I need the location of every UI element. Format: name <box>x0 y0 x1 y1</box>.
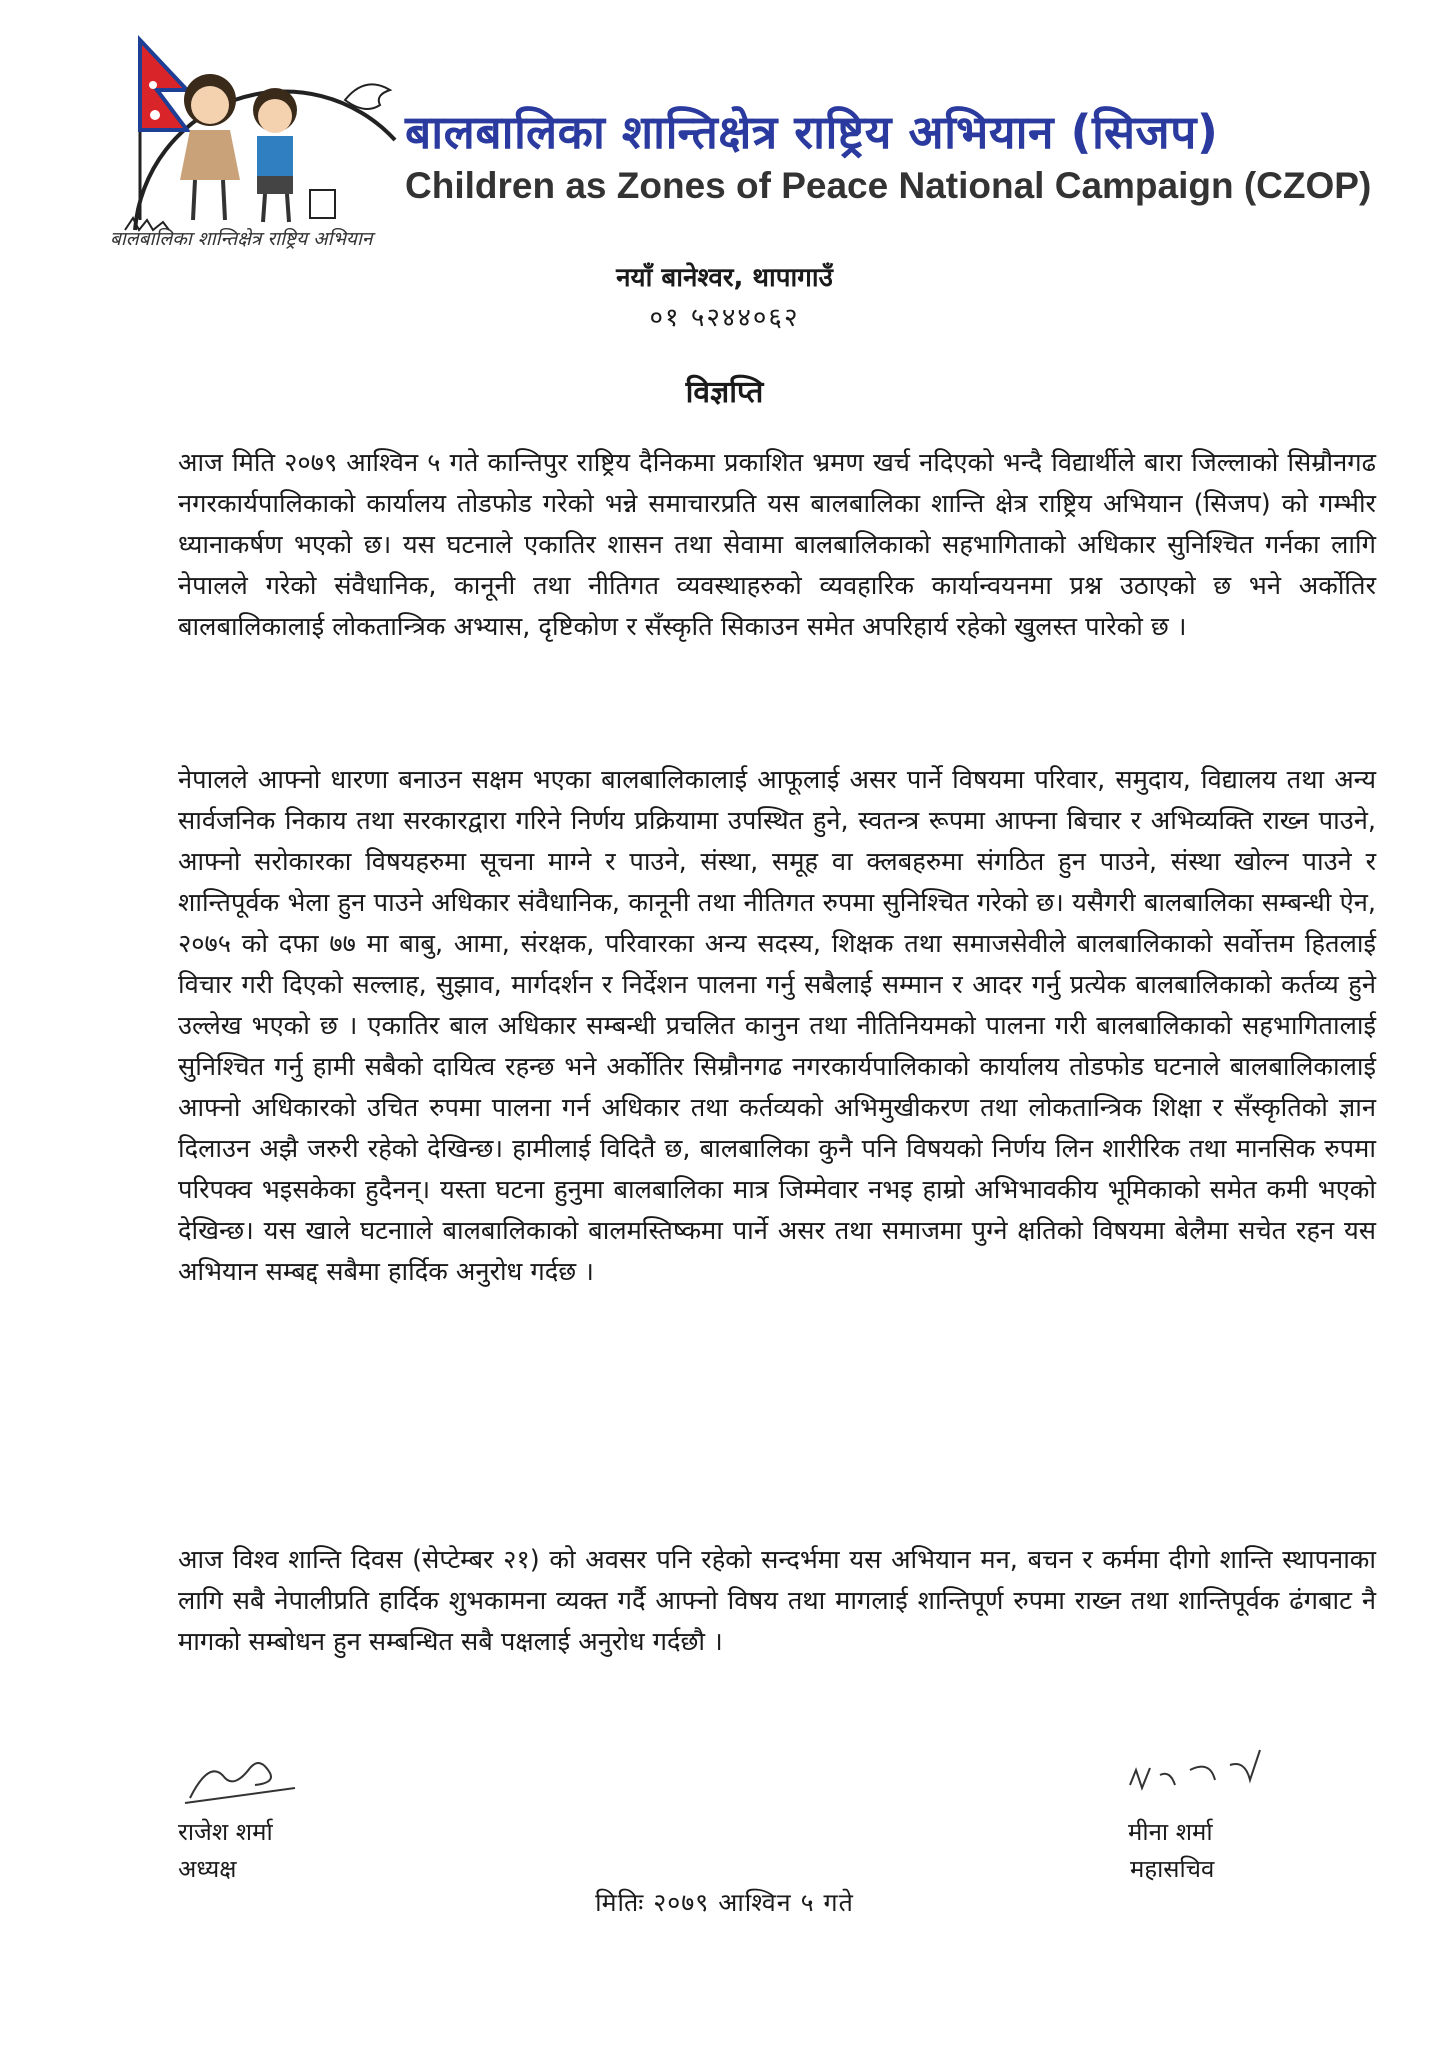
phone-number: ०१ ५२४४०६२ <box>649 303 800 333</box>
paragraph-2: नेपालले आफ्नो धारणा बनाउन सक्षम भएका बालबालिकालाई आफूलाई असर पार्ने विषयमा परिवार, समुदाय, विद्यालय तथा अन्य सार्वजनिक निकाय तथा सरकारद्वारा गरिने निर्णय प्रक्रियामा उपस्थित हुने, स्वतन्त्र रूपमा आफ्ना बिचार र अभिव्यक्ति राख्न पाउने, आफ्नो सरोकारका विषयहरुमा सूचना माग्ने र पाउने, संस्था, समूह वा क्लबहरुमा संगठित हुन पाउने, संस्था खोल्न पाउने र शान्तिपूर्वक भेला हुन पाउने अधिकार संवैधानिक, कानूनी तथा नीतिगत रुपमा सुनिश्चित गरेको छ। यसैगरी बालबालिका सम्बन्धी ऐन, २०७५ को दफा ७७ मा बाबु, आमा, संरक्षक, परिवारका अन्य सदस्य, शिक्षक तथा समाजसेवीले बालबालिकाको सर्वोत्तम हितलाई विचार गरी दिएको सल्लाह, सुझाव, मार्गदर्शन र निर्देशन पालना गर्नु सबैलाई सम्मान र आदर गर्नु प्रत्येक बालबालिकाको कर्तव्य हुने उल्लेख भएको छ । एकातिर बाल अधिकार सम्बन्धी प्रचलित कानुन तथा नीतिनियमको पालना गरी बालबालिकाको सहभागितालाई सुनिश्चित गर्नु हामी सबैको दायित्व रहन्छ भने अर्कोतिर सिम्रौनगढ नगरकार्यपालिकाको कार्यालय तोडफोड घटनाले बालबालिकालाई आफ्नो अधिकारको उचित रुपमा पालना गर्न अधिकार तथा कर्तव्यको अभिमुखीकरण तथा लोकतान्त्रिक शिक्षा र सँस्कृतिको ज्ञान दिलाउन अझै जरुरी रहेको देखिन्छ। हामीलाई विदितै छ, बालबालिका कुनै पनि विषयको निर्णय लिन शारीरिक तथा मानसिक रुपमा परिपक्व भइसकेका हुदैनन्। यस्ता घटना हुनुमा बालबालिका मात्र जिम्मेवार नभइ हाम्रो अभिभावकीय भूमिकाको समेत कमी भएको देखिन्छ। यस खाले घटनााले बालबालिकाको बालमस्तिष्कमा पार्ने असर तथा समाजमा पुग्ने क्षतिको विषयमा बेलैमा सचेत रहन यस अभियान सम्बद्द सबैमा हार्दिक अनुरोध गर्दछ । <box>178 765 1376 1287</box>
paragraph-3: आज विश्व शान्ति दिवस (सेप्टेम्बर २१) को अवसर पनि रहेको सन्दर्भमा यस अभियान मन, बचन र कर्ममा दीगो शान्ति स्थापनाका लागि सबै नेपालीप्रति हार्दिक शुभकामना व्यक्त गर्दै आफ्नो विषय तथा मागलाई शान्तिपूर्ण रुपमा राख्न तथा शान्तिपूर्वक ढंगबाट नै मागको सम्बोधन हुन सम्बन्धित सबै पक्षलाई अनुरोध गर्दछौ । <box>178 1545 1376 1657</box>
paragraph-1: आज मिति २०७९ आश्विन ५ गते कान्तिपुर राष्ट्रिय दैनिकमा प्रकाशित भ्रमण खर्च नदिएको भन्दै विद्यार्थीले बारा जिल्लाको सिम्रौनगढ नगरकार्यपालिकाको कार्यालय तोडफोड गरेको भन्ने समाचारप्रति यस बालबालिका शान्ति क्षेत्र राष्ट्रिय अभियान (सिजप) को गम्भीर ध्यानाकर्षण भएको छ। यस घटनाले एकातिर शासन तथा सेवामा बालबालिकाको सहभागिताको अधिकार सुनिश्चित गर्नका लागि नेपालले गरेको संवैधानिक, कानूनी तथा नीतिगत व्यवस्थाहरुको व्यवहारिक कार्यान्वयनमा प्रश्न उठाएको छ भने अर्कोतिर बालबालिकालाई लोकतान्त्रिक अभ्यास, दृष्टिकोण र सँस्कृति सिकाउन समेत अपरिहार्य रहेको खुलस्त पारेको छ । <box>178 448 1376 642</box>
right-signature-icon <box>1120 1745 1290 1805</box>
left-signature-icon <box>180 1748 300 1808</box>
notice-date: मितिः २०७९ आश्विन ५ गते <box>595 1888 854 1917</box>
logo-caption: बालबालिका शान्तिक्षेत्र राष्ट्रिय अभियान <box>110 228 373 250</box>
right-signatory-name: मीना शर्मा <box>1128 1818 1213 1846</box>
notice-heading: विज्ञप्ति <box>685 375 764 410</box>
left-signatory-title: अध्यक्ष <box>178 1855 237 1883</box>
right-signatory-title: महासचिव <box>1130 1855 1215 1883</box>
organization-name-nepali: बालबालिका शान्तिक्षेत्र राष्ट्रिय अभियान (सिजप) <box>405 105 1219 159</box>
address: नयाँ बानेश्वर, थापागाउँ <box>616 263 833 293</box>
left-signatory-name: राजेश शर्मा <box>178 1818 273 1846</box>
organization-name-english: Children as Zones of Peace National Campaign (CZOP) <box>405 165 1372 206</box>
